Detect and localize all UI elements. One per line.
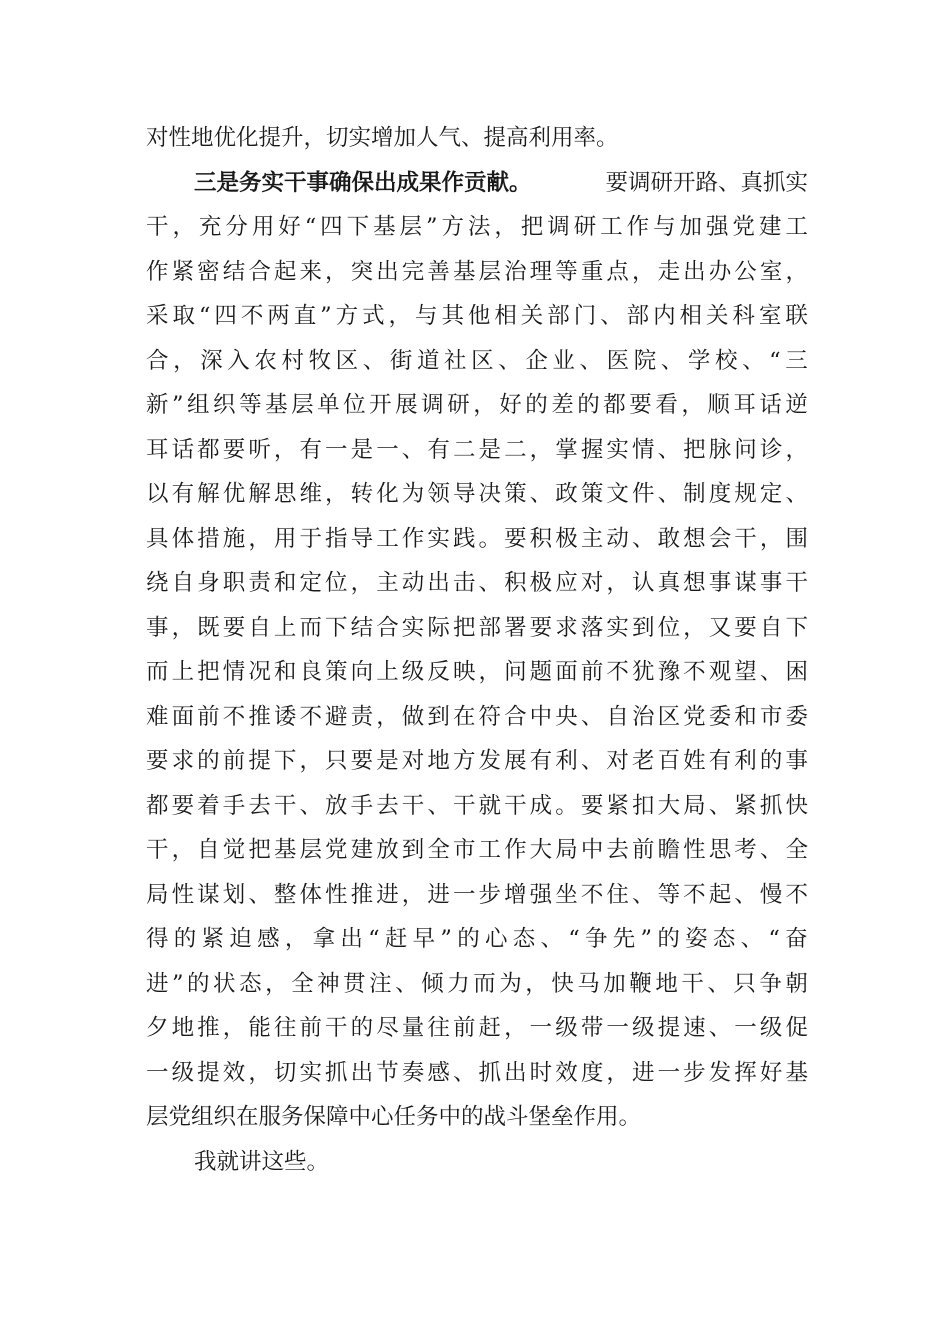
paragraph-line: 合 ， 深 入 农 村 牧 区 、 街 道 社 区 、 企 业 、 医 院 、 学 校 、 “ 三 (146, 347, 808, 374)
paragraph-last-line: 层党组织在服务保障中心任务中的战斗堡垒作用。 (146, 1104, 642, 1130)
text-line (146, 873, 808, 918)
text-line (146, 472, 808, 517)
text-line (146, 250, 808, 295)
document-body (146, 116, 808, 1184)
text-line (146, 1095, 808, 1140)
paragraph-first-line-text: 要调研开路、真抓实 (605, 169, 808, 196)
text-line (146, 606, 808, 651)
paragraph-line: 采 取 “ 四 不 两 直 ” 方 式 ， 与 其 他 相 关 部 门 、 部 内 相 关 科 室 联 (146, 303, 808, 329)
text-line (146, 561, 808, 606)
paragraph-line: 得 的 紧 迫 感 ， 拿 出 “ 赶 早 ” 的 心 态 、 “ 争 先 ” 的 姿 态 、 “ 奋 (146, 926, 808, 952)
text-line (146, 161, 808, 206)
text-line (146, 739, 808, 784)
paragraph-line: 绕 自 身 职 责 和 定 位 ， 主 动 出 击 、 积 极 应 对 ， 认 真 想 事 谋 事 干 (146, 570, 808, 596)
paragraph-line: 都 要 着 手 去 干 、 放 手 去 干 、 干 就 干 成 。 要 紧 扣 大 局 、 紧 抓 快 (146, 792, 808, 819)
paragraph-line: 夕 地 推 ， 能 往 前 干 的 尽 量 往 前 赶 ， 一 级 带 一 级 提 速 、 一 级 促 (146, 1015, 808, 1041)
text-line (146, 1140, 808, 1185)
paragraph-line: 耳 话 都 要 听 ， 有 一 是 一 、 有 二 是 二 ， 掌 握 实 情 、 把 脉 问 诊 ， (146, 436, 808, 463)
paragraph-line: 要 求 的 前 提 下 ， 只 要 是 对 地 方 发 展 有 利 、 对 老 百 姓 有 利 的 事 (146, 748, 808, 774)
text-line (146, 695, 808, 740)
closing-remark: 我就讲这些。 (194, 1148, 330, 1175)
text-line (146, 650, 808, 695)
text-line (146, 784, 808, 829)
paragraph-line: 事 ， 既 要 自 上 而 下 结 合 实 际 把 部 署 要 求 落 实 到 位 ， 又 要 自 下 (146, 614, 808, 641)
text-line (146, 339, 808, 384)
text-line (146, 383, 808, 428)
paragraph-line: 干 ， 充 分 用 好 “ 四 下 基 层 ” 方 法 ， 把 调 研 工 作 与 加 强 党 建 工 (146, 214, 808, 240)
text-line (146, 1006, 808, 1051)
paragraph-line: 一 级 提 效 ， 切 实 抓 出 节 奏 感 、 抓 出 时 效 度 ， 进 一 步 发 挥 好 基 (146, 1059, 808, 1086)
text-line (146, 294, 808, 339)
paragraph-line: 进 ” 的 状 态 ， 全 神 贯 注 、 倾 力 而 为 ， 快 马 加 鞭 地 干 、 只 争 朝 (146, 970, 808, 997)
paragraph-line: 新 ” 组 织 等 基 层 单 位 开 展 调 研 ， 好 的 差 的 都 要 看 ， 顺 耳 话 逆 (146, 392, 808, 418)
paragraph-line: 干 ， 自 觉 把 基 层 党 建 放 到 全 市 工 作 大 局 中 去 前 瞻 性 思 考 、 全 (146, 837, 808, 863)
text-line (146, 116, 808, 161)
paragraph-line: 以 有 解 优 解 思 维 ， 转 化 为 领 导 决 策 、 政 策 文 件 、 制 度 规 定 、 (146, 481, 808, 507)
text-line (146, 962, 808, 1007)
continued-paragraph-line: 对性地优化提升，切实增加人气、提高利用率。 (146, 125, 619, 151)
paragraph-line: 作 紧 密 结 合 起 来 ， 突 出 完 善 基 层 治 理 等 重 点 ， 走 出 办 公 室 ， (146, 258, 808, 285)
paragraph-line: 局 性 谋 划 、 整 体 性 推 进 ， 进 一 步 增 强 坐 不 住 、 等 不 起 、 慢 不 (146, 881, 808, 908)
text-line (146, 517, 808, 562)
text-line (146, 1051, 808, 1096)
paragraph-line: 难 面 前 不 推 诿 不 避 责 ， 做 到 在 符 合 中 央 、 自 治 区 党 委 和 市 委 (146, 703, 808, 730)
paragraph-lead-heading: 三是务实干事确保出成果作贡献。 (194, 169, 532, 196)
text-line (146, 828, 808, 873)
text-line (146, 428, 808, 473)
text-line (146, 917, 808, 962)
paragraph-line: 而 上 把 情 况 和 良 策 向 上 级 反 映 ， 问 题 面 前 不 犹 豫 不 观 望 、 困 (146, 659, 808, 685)
text-line (146, 205, 808, 250)
paragraph-line: 具 体 措 施 ， 用 于 指 导 工 作 实 践 。 要 积 极 主 动 、 敢 想 会 干 ， 围 (146, 525, 808, 552)
